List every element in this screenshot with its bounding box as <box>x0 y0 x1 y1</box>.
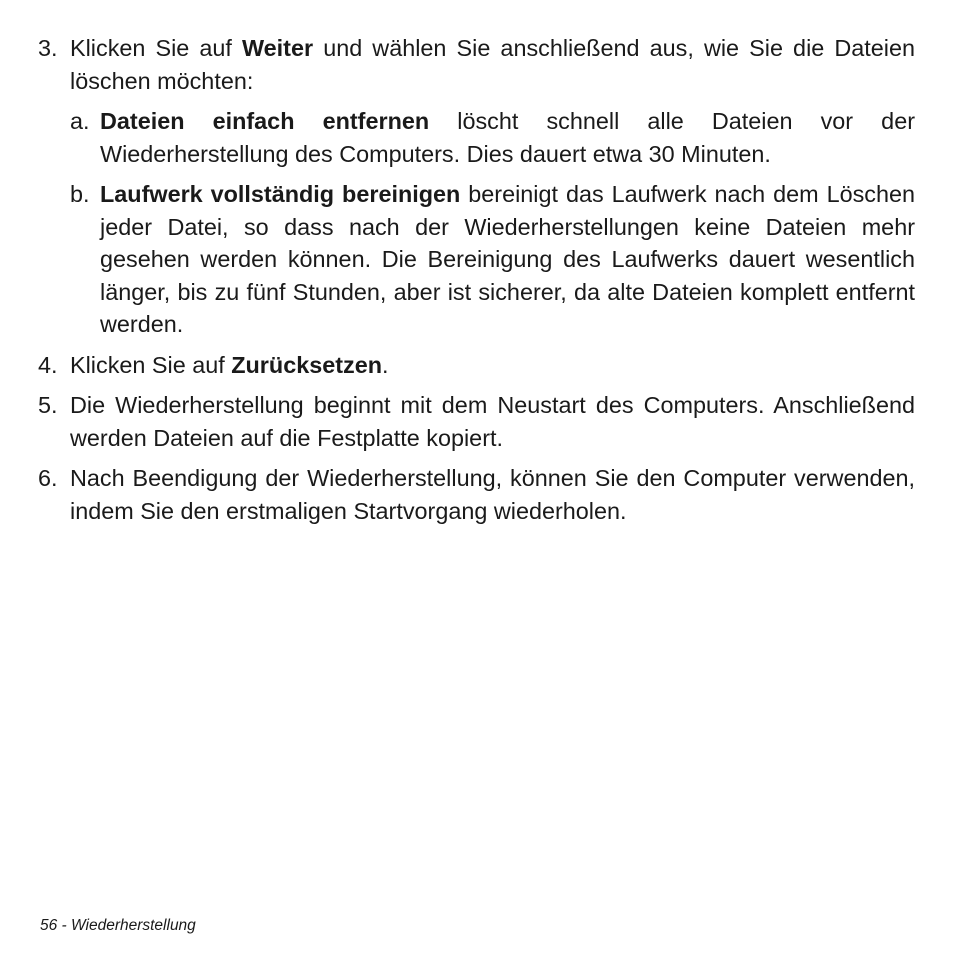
step-text-bold: Weiter <box>242 35 314 61</box>
page-footer: 56 - Wiederherstellung <box>40 917 196 934</box>
step-3 <box>38 32 915 341</box>
step-text-bold: Zurücksetzen <box>231 351 383 378</box>
substep-b <box>70 178 915 341</box>
step-number: 6. <box>38 465 58 491</box>
substep-letter: b. <box>70 181 90 207</box>
step-6 <box>38 462 915 527</box>
step-text-pre: Klicken Sie auf <box>70 351 232 378</box>
substep-text-post: löscht schnell alle Dateien vor der Wiederherstellung des Computers. Dies dauert etwa 30 Minuten. <box>100 108 915 167</box>
step-4 <box>38 349 915 382</box>
step-number: 5. <box>38 392 58 418</box>
step-number: 4. <box>38 351 58 378</box>
substep-text-post: bereinigt das Laufwerk nach dem Löschen jeder Datei, so dass nach der Wiederherstellungen keine Dateien mehr gesehen werden können. Die Bereinigung des Laufwerks dauert wesentlich länger, bis zu fünf Stunden, aber ist sicherer, da alte Dateien komplett entfernt werden. <box>100 181 915 337</box>
substep-text <box>100 105 915 170</box>
step-5 <box>38 389 915 454</box>
instruction-list <box>38 32 915 535</box>
step-text <box>70 349 915 382</box>
step-text-post: . <box>382 351 389 378</box>
substep-text-bold: Dateien einfach entfernen <box>100 108 430 134</box>
substep-text-bold: Laufwerk vollständig bereinigen <box>100 181 461 207</box>
step-number: 3. <box>38 35 58 61</box>
substep-letter: a. <box>70 108 90 134</box>
substep-text <box>100 178 915 341</box>
substep-a <box>70 105 915 170</box>
step-text-pre: Klicken Sie auf <box>70 35 243 61</box>
step-text: Die Wiederherstellung beginnt mit dem Neustart des Computers. Anschließend werden Dateien auf die Festplatte kopiert. <box>70 392 915 451</box>
step-text-post: und wählen Sie anschließend aus, wie Sie die Dateien löschen möchten: <box>70 35 915 94</box>
step-text <box>70 32 915 97</box>
step-text: Nach Beendigung der Wiederherstellung, können Sie den Computer verwenden, indem Sie den erstmaligen Startvorgang wiederholen. <box>70 465 915 524</box>
